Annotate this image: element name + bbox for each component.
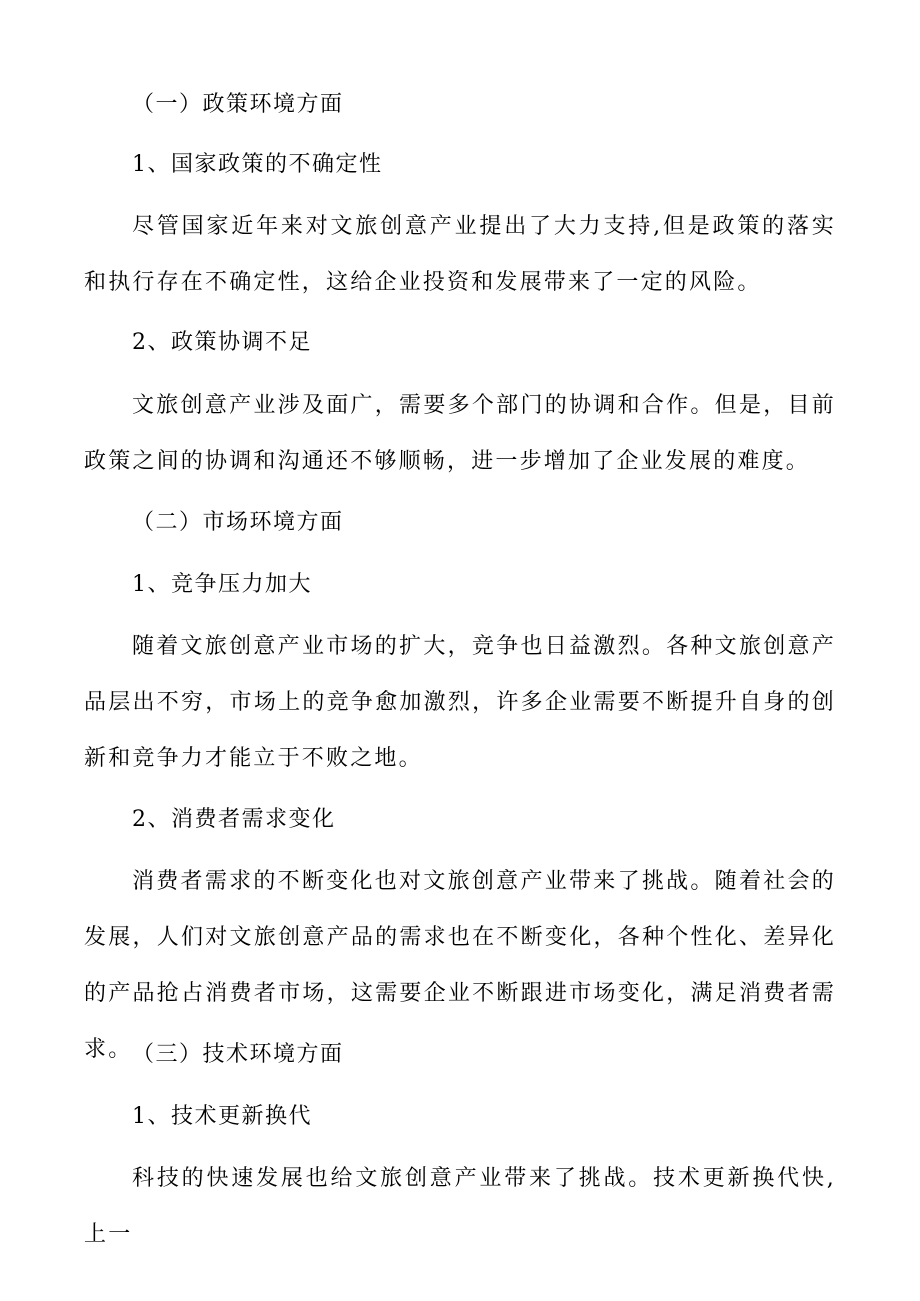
subheading-policy-coordination: 2、政策协调不足 [132, 330, 312, 355]
subheading-consumer-demand: 2、消费者需求变化 [132, 807, 336, 832]
subheading-policy-uncertainty: 1、国家政策的不确定性 [132, 152, 383, 177]
subheading-competition: 1、竞争压力加大 [132, 572, 312, 597]
section-heading-technology: （三）技术环境方面 [132, 1042, 344, 1067]
paragraph-tech-update: 科技的快速发展也给文旅创意产业带来了挑战。技术更新换代快,上一 [84, 1166, 836, 1247]
paragraph-competition: 随着文旅创意产业市场的扩大，竞争也日益激烈。各种文旅创意产品层出不穷，市场上的竞争愈加激烈，许多企业需要不断提升自身的创新和竞争力才能立于不败之地。 [84, 634, 836, 771]
paragraph-consumer-demand: 消费者需求的不断变化也对文旅创意产业带来了挑战。随着社会的发展，人们对文旅创意产品的需求也在不断变化，各种个性化、差异化的产品抢占消费者市场，这需要企业不断跟进市场变化，满足消费者需求。 [84, 869, 836, 1062]
paragraph-policy-uncertainty: 尽管国家近年来对文旅创意产业提出了大力支持,但是政策的落实和执行存在不确定性，这给企业投资和发展带来了一定的风险。 [84, 214, 836, 295]
subheading-tech-update: 1、技术更新换代 [132, 1104, 312, 1129]
section-heading-policy: （一）政策环境方面 [132, 92, 344, 117]
section-heading-market: （二）市场环境方面 [132, 510, 344, 535]
paragraph-policy-coordination: 文旅创意产业涉及面广，需要多个部门的协调和合作。但是，目前政策之间的协调和沟通还不够顺畅，进一步增加了企业发展的难度。 [84, 393, 836, 474]
